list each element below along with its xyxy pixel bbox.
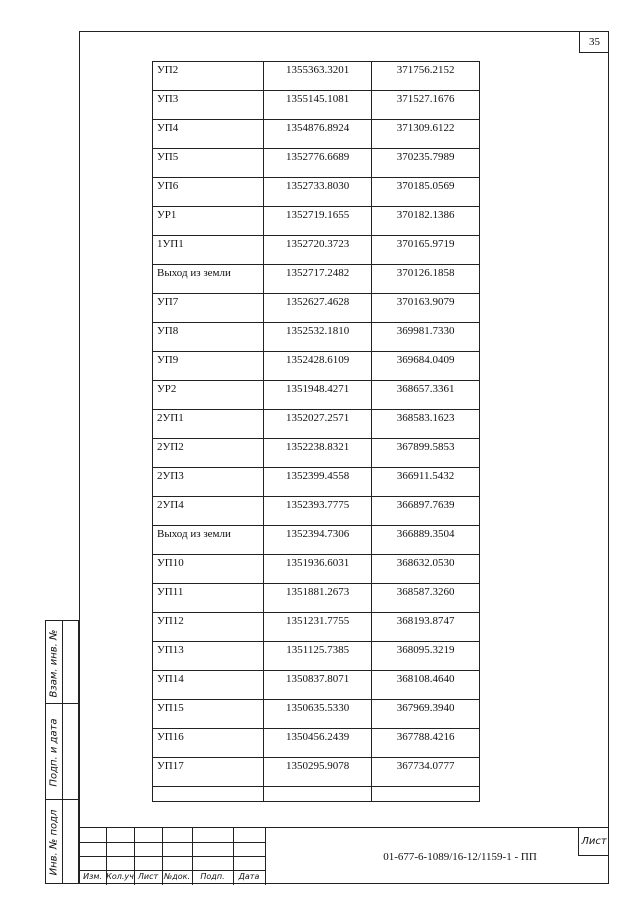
x-coordinate-cell: 1351936.6031 (264, 555, 372, 584)
y-coordinate-cell: 371756.2152 (372, 62, 480, 91)
stamp-col-sign: Подп. (200, 872, 225, 881)
coordinates-table (152, 61, 480, 802)
point-name-cell: УР1 (153, 207, 264, 236)
x-coordinate-cell: 1352627.4628 (264, 294, 372, 323)
x-coordinate-cell: 1352719.1655 (264, 207, 372, 236)
point-name-cell: УП15 (153, 700, 264, 729)
stamp-col-qty: Кол.уч (106, 872, 134, 881)
x-coordinate-cell: 1351948.4271 (264, 381, 372, 410)
point-name-cell: УП2 (153, 62, 264, 91)
table-row (153, 178, 480, 207)
point-name-cell: УП4 (153, 120, 264, 149)
y-coordinate-cell: 367734.0777 (372, 758, 480, 787)
x-coordinate-cell: 1350295.9078 (264, 758, 372, 787)
point-name-cell: УП13 (153, 642, 264, 671)
table-row (153, 584, 480, 613)
x-coordinate-cell: 1352717.2482 (264, 265, 372, 294)
point-name-cell: 2УП3 (153, 468, 264, 497)
table-row (153, 265, 480, 294)
table-row (153, 613, 480, 642)
table-row (153, 149, 480, 178)
point-name-cell: 2УП2 (153, 439, 264, 468)
table-row (153, 497, 480, 526)
point-name-cell: УП9 (153, 352, 264, 381)
table-row (153, 700, 480, 729)
y-coordinate-cell: 366889.3504 (372, 526, 480, 555)
y-coordinate-cell: 368657.3361 (372, 381, 480, 410)
table-row (153, 758, 480, 787)
side-label-sign-date: Подп. и дата (48, 717, 60, 787)
y-coordinate-cell: 369684.0409 (372, 352, 480, 381)
x-coordinate-cell: 1352720.3723 (264, 236, 372, 265)
table-row (153, 294, 480, 323)
y-coordinate-cell: 367969.3940 (372, 700, 480, 729)
stamp-col-rev: Изм. (83, 872, 102, 881)
table-row (153, 555, 480, 584)
y-coordinate-cell: 371309.6122 (372, 120, 480, 149)
y-coordinate-cell: 370165.9719 (372, 236, 480, 265)
table-row (153, 439, 480, 468)
table-row (153, 410, 480, 439)
side-stamp-sign-date (45, 704, 79, 800)
y-coordinate-cell: 370126.1858 (372, 265, 480, 294)
point-name-cell: УП14 (153, 671, 264, 700)
point-name-cell: Выход из земли (153, 526, 264, 555)
point-name-cell: УП6 (153, 178, 264, 207)
point-name-cell: УП11 (153, 584, 264, 613)
x-coordinate-cell: 1352393.7775 (264, 497, 372, 526)
y-coordinate-cell: 368108.4640 (372, 671, 480, 700)
table-row (153, 642, 480, 671)
y-coordinate-cell: 370182.1386 (372, 207, 480, 236)
title-block (79, 827, 609, 884)
x-coordinate-cell: 1351231.7755 (264, 613, 372, 642)
table-row (153, 120, 480, 149)
stamp-col-docno: №док. (163, 872, 191, 881)
table-row-empty (153, 787, 480, 802)
point-name-cell: 2УП4 (153, 497, 264, 526)
x-coordinate-cell: 1351125.7385 (264, 642, 372, 671)
x-coordinate-cell: 1351881.2673 (264, 584, 372, 613)
page-number: 35 (579, 31, 609, 53)
x-coordinate-cell: 1352399.4558 (264, 468, 372, 497)
point-name-cell: УП7 (153, 294, 264, 323)
x-coordinate-cell: 1350837.8071 (264, 671, 372, 700)
point-name-cell: УП8 (153, 323, 264, 352)
point-name-cell: УП3 (153, 91, 264, 120)
x-coordinate-cell: 1352733.8030 (264, 178, 372, 207)
y-coordinate-cell: 368632.0530 (372, 555, 480, 584)
y-coordinate-cell: 371527.1676 (372, 91, 480, 120)
y-coordinate-cell: 369981.7330 (372, 323, 480, 352)
side-label-inv-orig: Инв. № подл (48, 809, 60, 875)
y-coordinate-cell: 366911.5432 (372, 468, 480, 497)
x-coordinate-cell: 1354876.8924 (264, 120, 372, 149)
x-coordinate-cell: 1355363.3201 (264, 62, 372, 91)
empty-cell (153, 787, 264, 802)
y-coordinate-cell: 368193.8747 (372, 613, 480, 642)
point-name-cell: УП16 (153, 729, 264, 758)
table-row (153, 729, 480, 758)
y-coordinate-cell: 367899.5853 (372, 439, 480, 468)
empty-cell (264, 787, 372, 802)
stamp-col-sheet: Лист (137, 872, 159, 881)
point-name-cell: Выход из земли (153, 265, 264, 294)
document-number: 01-677-6-1089/16-12/1159-1 - ПП (383, 850, 537, 863)
table-row (153, 352, 480, 381)
x-coordinate-cell: 1352428.6109 (264, 352, 372, 381)
side-stamp-inv (45, 800, 79, 884)
sheet-label: Лист (578, 828, 609, 856)
y-coordinate-cell: 367788.4216 (372, 729, 480, 758)
x-coordinate-cell: 1352532.1810 (264, 323, 372, 352)
x-coordinate-cell: 1352027.2571 (264, 410, 372, 439)
table-row (153, 671, 480, 700)
y-coordinate-cell: 366897.7639 (372, 497, 480, 526)
table-row (153, 323, 480, 352)
y-coordinate-cell: 368095.3219 (372, 642, 480, 671)
point-name-cell: УП12 (153, 613, 264, 642)
x-coordinate-cell: 1355145.1081 (264, 91, 372, 120)
table-row (153, 468, 480, 497)
side-label-replace-inv: Взам. инв. № (48, 629, 60, 697)
table-row (153, 236, 480, 265)
y-coordinate-cell: 368587.3260 (372, 584, 480, 613)
table-row (153, 526, 480, 555)
stamp-col-date: Дата (238, 872, 260, 881)
x-coordinate-cell: 1350635.5330 (264, 700, 372, 729)
point-name-cell: 2УП1 (153, 410, 264, 439)
table-row (153, 91, 480, 120)
y-coordinate-cell: 370163.9079 (372, 294, 480, 323)
table-row (153, 62, 480, 91)
x-coordinate-cell: 1352238.8321 (264, 439, 372, 468)
table-row (153, 381, 480, 410)
x-coordinate-cell: 1352776.6689 (264, 149, 372, 178)
x-coordinate-cell: 1352394.7306 (264, 526, 372, 555)
x-coordinate-cell: 1350456.2439 (264, 729, 372, 758)
y-coordinate-cell: 370185.0569 (372, 178, 480, 207)
y-coordinate-cell: 368583.1623 (372, 410, 480, 439)
point-name-cell: УР2 (153, 381, 264, 410)
point-name-cell: УП10 (153, 555, 264, 584)
table-row (153, 207, 480, 236)
point-name-cell: УП17 (153, 758, 264, 787)
point-name-cell: 1УП1 (153, 236, 264, 265)
y-coordinate-cell: 370235.7989 (372, 149, 480, 178)
point-name-cell: УП5 (153, 149, 264, 178)
empty-cell (372, 787, 480, 802)
side-stamp-approval (45, 620, 79, 704)
